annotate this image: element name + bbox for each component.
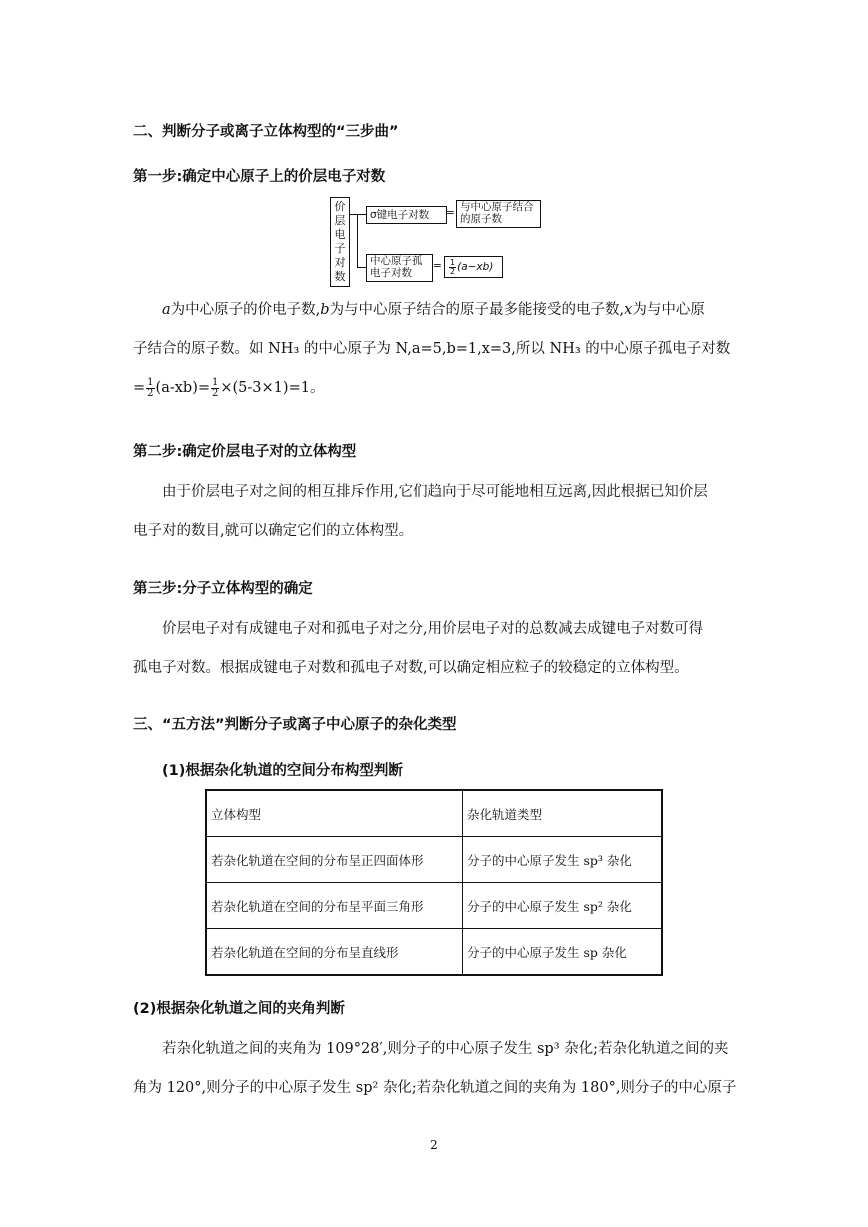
table-row (206, 929, 662, 976)
step1-paragraph: a为中心原子的价电子数,b为与中心原子结合的原子最多能接受的电子数,x为与中心原 子结合的原子数。如 NH₃ 的中心原子为 N,a=5,b=1,x=3,所以 NH₃ 的中心原子孤电子对数 = $\frac{1}{2}$ (a-xb)= $\frac{1}{2}$ ×(5-3×1)=1。 (133, 302, 731, 399)
diagram-lone-label: 中心原子孤电子对数 (370, 255, 423, 279)
table-row (206, 883, 662, 929)
table-header-cell: 立体构型 (206, 790, 463, 837)
step2-title: 第二步:确定价层电子对的立体构型 (133, 444, 357, 460)
table-header-row (206, 790, 662, 837)
diagram-lone-fraction: $\frac{1}{2}$ (450, 257, 456, 276)
step3-title: 第三步:分子立体构型的确定 (133, 581, 313, 597)
diagram-sigma-label: σ键电子对数 (370, 209, 430, 221)
method2-paragraph: 若杂化轨道之间的夹角为 109°28′,则分子的中心原子发生 sp³ 杂化;若杂化轨道之间的夹 角为 120°,则分子的中心原子发生 sp² 杂化;若杂化轨道之间的夹角为 180°,则分子的中心原子 (133, 1041, 737, 1096)
table-cell: 分子的中心原子发生 sp² 杂化 (463, 883, 663, 929)
hybridization-table (205, 789, 663, 976)
diagram-equals: = (433, 260, 442, 272)
diagram-equals: = (446, 207, 455, 219)
diagram-lone-expr: (a−xb) (457, 261, 494, 273)
method1-title: (1)根据杂化轨道的空间分布构型判断 (162, 763, 403, 779)
var-x: x (624, 302, 633, 318)
valence-pair-diagram (330, 197, 540, 287)
fraction-half: $\frac{1}{2}$ (212, 376, 219, 399)
table-row (206, 837, 662, 883)
step1-title: 第一步:确定中心原子上的价层电子对数 (133, 169, 386, 185)
table-cell: 分子的中心原子发生 sp 杂化 (463, 929, 663, 976)
var-a: a (162, 302, 171, 318)
diagram-connector (357, 214, 358, 267)
step2-paragraph: 由于价层电子对之间的相互排斥作用,它们趋向于尽可能地相互远离,因此根据已知价层 电子对的数目,就可以确定它们的立体构型。 (133, 484, 708, 539)
table-cell: 分子的中心原子发生 sp³ 杂化 (463, 837, 663, 883)
fraction-half: $\frac{1}{2}$ (147, 376, 154, 399)
diagram-sigma-value-box (456, 200, 541, 228)
section3-title: 三、“五方法”判断分子或离子中心原子的杂化类型 (133, 717, 457, 733)
diagram-sigma-box (366, 206, 447, 224)
table-header-cell: 杂化轨道类型 (463, 790, 663, 837)
table-cell: 若杂化轨道在空间的分布呈直线形 (206, 929, 463, 976)
table-cell: 若杂化轨道在空间的分布呈正四面体形 (206, 837, 463, 883)
table-cell: 若杂化轨道在空间的分布呈平面三角形 (206, 883, 463, 929)
diagram-root-box (330, 197, 350, 287)
diagram-lone-value-box (444, 256, 503, 278)
diagram-connector (357, 267, 366, 268)
diagram-lone-box (366, 254, 433, 282)
diagram-root-label: 价层电子对数 (334, 200, 346, 283)
diagram-connector (357, 214, 366, 215)
var-b: b (320, 302, 330, 318)
method2-title: (2)根据杂化轨道之间的夹角判断 (133, 1001, 345, 1017)
page-number: 2 (430, 1138, 438, 1152)
step3-paragraph: 价层电子对有成键电子对和孤电子对之分,用价层电子对的总数减去成键电子对数可得 孤电子对数。根据成键电子对数和孤电子对数,可以确定相应粒子的较稳定的立体构型。 (133, 621, 704, 676)
section2-title: 二、判断分子或离子立体构型的“三步曲” (133, 124, 399, 140)
diagram-sigma-value: 与中心原子结合的原子数 (460, 201, 534, 225)
